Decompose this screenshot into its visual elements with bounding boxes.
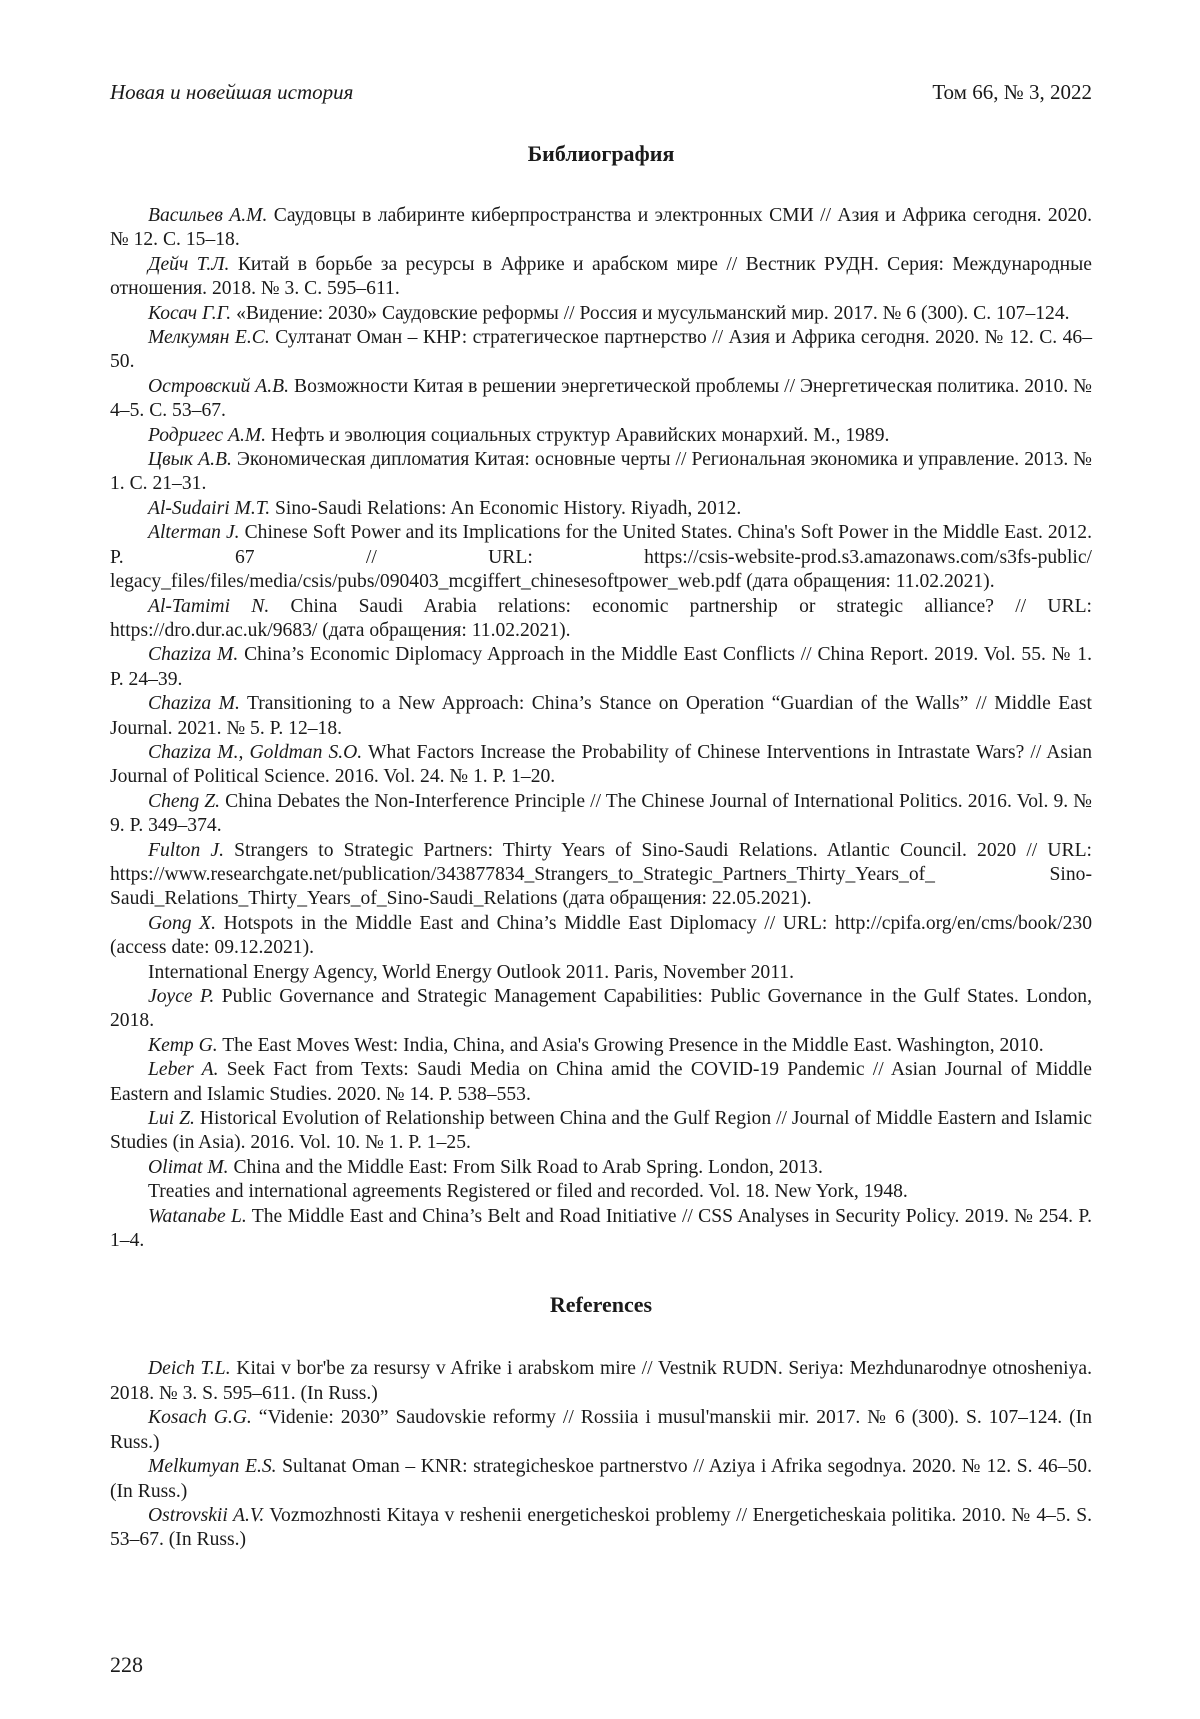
reference-entry (110, 1156, 1092, 1180)
reference-author: Fulton J. (148, 840, 224, 861)
reference-author: Al-Tamimi N. (148, 596, 269, 617)
reference-text: Sino-Saudi Relations: An Economic History. Riyadh, 2012. (275, 498, 741, 519)
reference-entry (110, 375, 1092, 424)
running-header (110, 78, 1092, 106)
reference-text: Vozmozhnosti Kitaya v reshenii energeticheskoi problemy // Energeticheskaia politika. 2010. № 4–5. S. 53–67. (In Russ.) (110, 1505, 1092, 1550)
reference-text: Strangers to Strategic Partners: Thirty Years of Sino-Saudi Relations. Atlantic Council. 2020 // URL: https://www.researchgate.net/publication/343877834_Strangers_to_Strategic_Partners_Thirty_Years_of_ Sino-Saudi_Relations_Thirty_Years_of_Sino-Saudi_Relations (дата обращения: 22.05.2021). (110, 840, 1092, 910)
reference-entry (110, 912, 1092, 961)
reference-entry (110, 1058, 1092, 1107)
reference-entry (110, 424, 1092, 448)
reference-author: Ostrovskii A.V. (148, 1505, 264, 1526)
reference-author: Gong X. (148, 913, 216, 934)
reference-entry (110, 302, 1092, 326)
reference-entry (110, 595, 1092, 644)
reference-text: Kitai v bor'be za resursy v Afrike i arabskom mire // Vestnik RUDN. Seriya: Mezhdunarodnye otnosheniya. 2018. № 3. S. 595–611. (In Russ.) (110, 1358, 1092, 1403)
references-list (110, 1357, 1092, 1552)
reference-text: Китай в борьбе за ресурсы в Африке и арабском мире // Вестник РУДН. Серия: Международные отношения. 2018. № 3. С. 595–611. (110, 254, 1092, 299)
reference-entry (110, 643, 1092, 692)
reference-author: Островский А.В. (148, 376, 289, 397)
reference-text: Public Governance and Strategic Management Capabilities: Public Governance in the Gulf States. London, 2018. (110, 986, 1092, 1031)
reference-entry (110, 1205, 1092, 1254)
reference-text: Historical Evolution of Relationship between China and the Gulf Region // Journal of Middle Eastern and Islamic Studies (in Asia). 2016. Vol. 10. № 1. P. 1–25. (110, 1108, 1092, 1153)
reference-author: Watanabe L. (148, 1206, 247, 1227)
reference-author: Chaziza M. (148, 693, 240, 714)
reference-text: China Debates the Non-Interference Principle // The Chinese Journal of International Politics. 2016. Vol. 9. № 9. P. 349–374. (110, 791, 1092, 836)
reference-entry (110, 521, 1092, 594)
reference-entry (110, 1034, 1092, 1058)
reference-entry (110, 839, 1092, 912)
reference-text: The Middle East and China’s Belt and Road Initiative // CSS Analyses in Security Policy. 2019. № 254. P. 1–4. (110, 1206, 1092, 1251)
journal-title: Новая и новейшая история (110, 78, 353, 106)
reference-entry (110, 448, 1092, 497)
reference-entry (110, 326, 1092, 375)
reference-author: Joyce P. (148, 986, 214, 1007)
reference-entry (110, 985, 1092, 1034)
reference-entry (110, 497, 1092, 521)
reference-entry (110, 1406, 1092, 1455)
reference-author: Olimat M. (148, 1157, 229, 1178)
bibliography-list (110, 204, 1092, 1253)
reference-text: Transitioning to a New Approach: China’s Stance on Operation “Guardian of the Walls” // Middle East Journal. 2021. № 5. P. 12–18. (110, 693, 1092, 738)
reference-text: “Videnie: 2030” Saudovskie reformy // Rossiia i musul'manskii mir. 2017. № 6 (300). S. 107–124. (In Russ.) (110, 1407, 1092, 1452)
reference-entry (110, 1180, 1092, 1204)
reference-text: The East Moves West: India, China, and Asia's Growing Presence in the Middle East. Washington, 2010. (222, 1035, 1043, 1056)
references-heading: References (110, 1291, 1092, 1319)
reference-text: Sultanat Oman – KNR: strategicheskoe partnerstvo // Aziya i Afrika segodnya. 2020. № 12. S. 46–50. (In Russ.) (110, 1456, 1092, 1501)
page (110, 78, 1092, 1553)
reference-entry (110, 741, 1092, 790)
reference-text: Экономическая дипломатия Китая: основные черты // Региональная экономика и управление. 2013. № 1. С. 21–31. (110, 449, 1092, 494)
reference-text: Нефть и эволюция социальных структур Аравийских монархий. М., 1989. (271, 425, 889, 446)
bibliography-heading: Библиография (110, 140, 1092, 168)
reference-entry (110, 204, 1092, 253)
reference-author: Deich T.L. (148, 1358, 231, 1379)
reference-text: Возможности Китая в решении энергетической проблемы // Энергетическая политика. 2010. № 4–5. С. 53–67. (110, 376, 1092, 421)
reference-author: Kemp G. (148, 1035, 218, 1056)
reference-entry (110, 1357, 1092, 1406)
reference-author: Cheng Z. (148, 791, 220, 812)
reference-author: Leber A. (148, 1059, 219, 1080)
reference-author: Chaziza M. (148, 644, 238, 665)
reference-author: Косач Г.Г. (148, 303, 231, 324)
reference-text: Султанат Оман – КНР: стратегическое партнерство // Азия и Африка сегодня. 2020. № 12. С. 46–50. (110, 327, 1092, 372)
reference-entry (110, 1504, 1092, 1553)
reference-text: Hotspots in the Middle East and China’s Middle East Diplomacy // URL: http://cpifa.org/en/cms/book/230 (access date: 09.12.2021). (110, 913, 1092, 958)
reference-text: China Saudi Arabia relations: economic partnership or strategic alliance? // URL: https://dro.dur.ac.uk/9683/ (дата обращения: 11.02.2021). (110, 596, 1092, 641)
reference-text: What Factors Increase the Probability of Chinese Interventions in Intrastate Wars? // Asian Journal of Political Science. 2016. Vol. 24. № 1. P. 1–20. (110, 742, 1092, 787)
reference-text: «Видение: 2030» Саудовские реформы // Россия и мусульманский мир. 2017. № 6 (300). С. 107–124. (236, 303, 1069, 324)
reference-author: Alterman J. (148, 522, 240, 543)
reference-text: International Energy Agency, World Energy Outlook 2011. Paris, November 2011. (148, 962, 794, 983)
reference-author: Kosach G.G. (148, 1407, 252, 1428)
reference-author: Al-Sudairi M.T. (148, 498, 270, 519)
reference-entry (110, 253, 1092, 302)
reference-entry (110, 1107, 1092, 1156)
reference-text: China and the Middle East: From Silk Road to Arab Spring. London, 2013. (233, 1157, 822, 1178)
page-number: 228 (110, 1651, 143, 1679)
reference-author: Цвык А.В. (148, 449, 232, 470)
reference-author: Lui Z. (148, 1108, 195, 1129)
reference-entry (110, 961, 1092, 985)
reference-text: Саудовцы в лабиринте киберпространства и электронных СМИ // Азия и Африка сегодня. 2020. № 12. С. 15–18. (110, 205, 1092, 250)
issue-info: Том 66, № 3, 2022 (932, 78, 1092, 106)
reference-author: Melkumyan E.S. (148, 1456, 277, 1477)
reference-author: Мелкумян Е.С. (148, 327, 270, 348)
reference-text: Treaties and international agreements Registered or filed and recorded. Vol. 18. New York, 1948. (148, 1181, 908, 1202)
reference-author: Васильев А.М. (148, 205, 267, 226)
reference-text: China’s Economic Diplomacy Approach in the Middle East Conflicts // China Report. 2019. Vol. 55. № 1. P. 24–39. (110, 644, 1092, 689)
reference-text: Seek Fact from Texts: Saudi Media on China amid the COVID-19 Pandemic // Asian Journal of Middle Eastern and Islamic Studies. 2020. № 14. P. 538–553. (110, 1059, 1092, 1104)
reference-author: Chaziza M., Goldman S.O. (148, 742, 362, 763)
reference-author: Родригес А.М. (148, 425, 266, 446)
reference-author: Дейч Т.Л. (148, 254, 229, 275)
reference-entry (110, 692, 1092, 741)
reference-entry (110, 790, 1092, 839)
reference-text: Chinese Soft Power and its Implications for the United States. China's Soft Power in the Middle East. 2012. P. 67 // URL: https://csis-website-prod.s3.amazonaws.com/s3fs-public/ legacy_files/files/media/csis/pubs/090403_mcgiffert_chinesesoftpower_web.pdf (дата обращения: 11.02.2021). (110, 522, 1092, 592)
reference-entry (110, 1455, 1092, 1504)
